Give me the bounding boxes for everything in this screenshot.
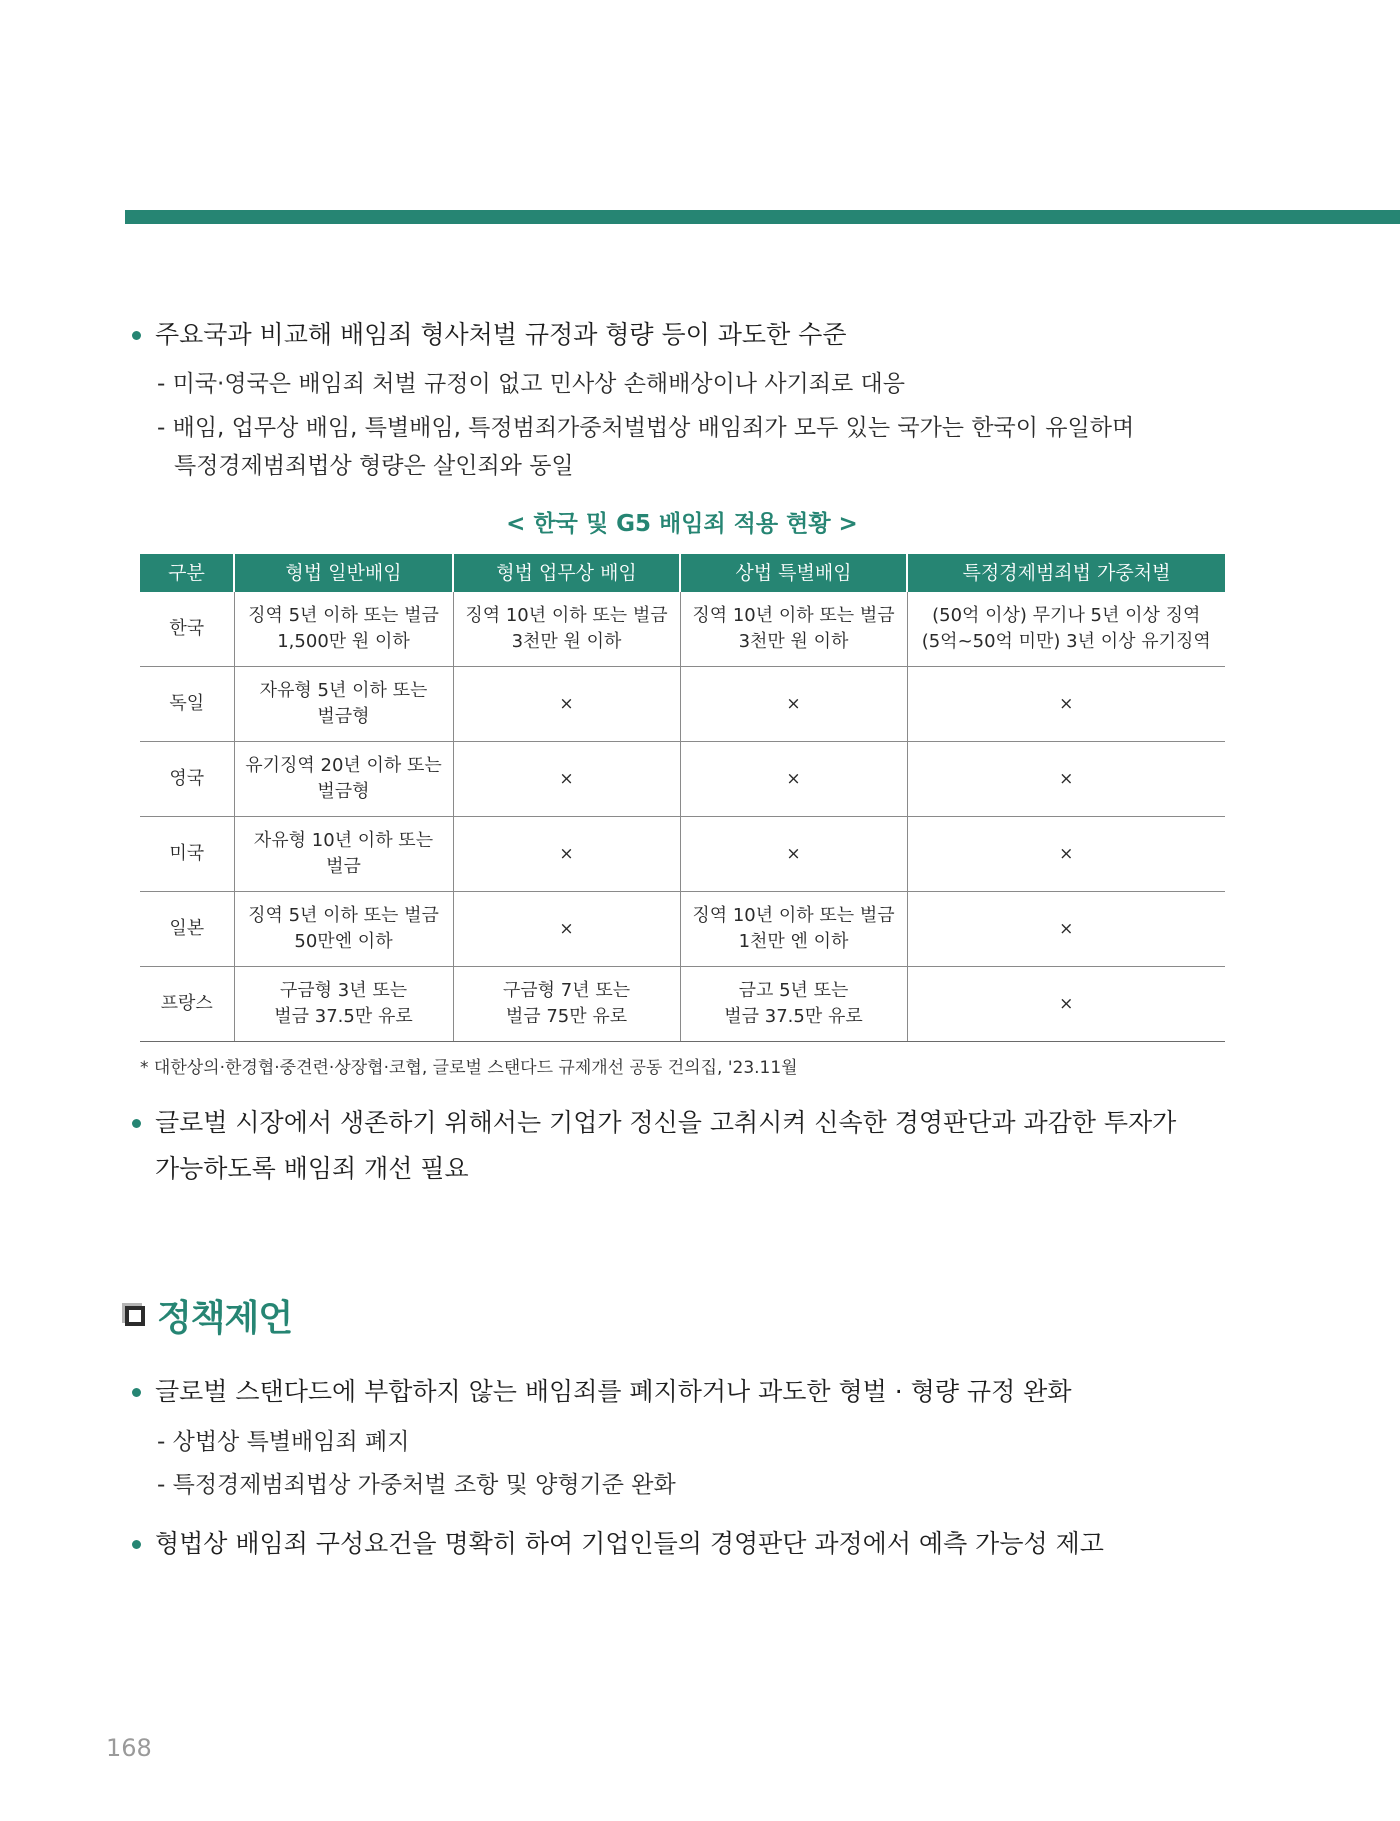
column-header: 구분 (140, 554, 234, 592)
table-row (140, 817, 1225, 892)
bullet-dot-icon (132, 1388, 141, 1397)
bullet-text: 형법상 배임죄 구성요건을 명확히 하여 기업인들의 경영판단 과정에서 예측 가능성 제고 (155, 1529, 1104, 1558)
not-applicable-mark: × (680, 742, 907, 817)
header-accent-bar (125, 210, 1400, 224)
column-header: 형법 업무상 배임 (453, 554, 680, 592)
not-applicable-mark: × (453, 817, 680, 892)
table-row (140, 892, 1225, 967)
square-heading-icon (125, 1306, 145, 1326)
cell-line: 1천만 엔 이하 (738, 931, 849, 952)
column-header: 특정경제범죄법 가중처벌 (907, 554, 1225, 592)
comparison-table (140, 554, 1225, 1042)
cell-line: 징역 5년 이하 또는 벌금 (248, 905, 439, 926)
table-cell (234, 817, 453, 892)
table-cell (234, 892, 453, 967)
table-header-row (140, 554, 1225, 592)
cell-line: 3천만 원 이하 (738, 631, 849, 652)
not-applicable-mark: × (453, 742, 680, 817)
table-cell (907, 592, 1225, 667)
cell-line: 3천만 원 이하 (511, 631, 622, 652)
cell-line: 벌금 37.5만 유로 (274, 1006, 413, 1027)
cell-line: 구금형 7년 또는 (502, 980, 631, 1001)
table-cell (234, 592, 453, 667)
not-applicable-mark: × (680, 817, 907, 892)
not-applicable-mark: × (907, 967, 1225, 1042)
page-number: 168 (106, 1734, 152, 1762)
sub-item-us-uk: - 미국·영국은 배임죄 처벌 규정이 없고 민사상 손해배상이나 사기죄로 대응 (157, 371, 905, 397)
cell-line: 징역 10년 이하 또는 벌금 (692, 905, 895, 926)
cell-line: (50억 이상) 무기나 5년 이상 징역 (932, 605, 1201, 626)
cell-line: (5억~50억 미만) 3년 이상 유기징역 (921, 631, 1211, 652)
bullet-abolish-breach (132, 1375, 1071, 1409)
not-applicable-mark: × (907, 817, 1225, 892)
table-cell (234, 742, 453, 817)
table-cell (680, 592, 907, 667)
not-applicable-mark: × (453, 667, 680, 742)
table-cell (453, 592, 680, 667)
not-applicable-mark: × (907, 667, 1225, 742)
cell-line: 징역 10년 이하 또는 벌금 (692, 605, 895, 626)
cell-line: 벌금 37.5만 유로 (724, 1006, 863, 1027)
bullet-text: 글로벌 스탠다드에 부합하지 않는 배임죄를 폐지하거나 과도한 형벌 · 형량 규정 완화 (155, 1377, 1072, 1406)
bullet-excessive-punishment (132, 318, 846, 352)
not-applicable-mark: × (907, 892, 1225, 967)
table-cell (453, 967, 680, 1042)
not-applicable-mark: × (907, 742, 1225, 817)
cell-line: 징역 5년 이하 또는 벌금 (248, 605, 439, 626)
cell-line: 구금형 3년 또는 (279, 980, 408, 1001)
cell-line: 자유형 5년 이하 또는 (259, 680, 428, 701)
sub-item-korea-unique: - 배임, 업무상 배임, 특별배임, 특정범죄가중처벌법상 배임죄가 모두 있는 국가는 한국이 유일하며 (157, 415, 1135, 441)
bullet-dot-icon (132, 331, 141, 340)
sub-item-special-breach: - 상법상 특별배임죄 폐지 (157, 1429, 410, 1455)
not-applicable-mark: × (680, 667, 907, 742)
column-header: 상법 특별배임 (680, 554, 907, 592)
cell-line: 금고 5년 또는 (738, 980, 849, 1001)
country-cell: 일본 (140, 892, 234, 967)
policy-section-heading (125, 1290, 292, 1341)
table-title: < 한국 및 G5 배임죄 적용 현황 > (506, 511, 858, 537)
bullet-global-market-cont: 가능하도록 배임죄 개선 필요 (155, 1154, 469, 1183)
bullet-text: 주요국과 비교해 배임죄 형사처벌 규정과 형량 등이 과도한 수준 (155, 320, 847, 349)
table-row (140, 967, 1225, 1042)
country-cell: 미국 (140, 817, 234, 892)
country-cell: 한국 (140, 592, 234, 667)
bullet-clarify-requirements (132, 1527, 1104, 1561)
cell-line: 50만엔 이하 (294, 931, 393, 952)
table-cell (680, 892, 907, 967)
bullet-global-market (132, 1106, 1176, 1140)
bullet-text: 글로벌 시장에서 생존하기 위해서는 기업가 정신을 고취시켜 신속한 경영판단과 과감한 투자가 (155, 1108, 1177, 1137)
country-cell: 프랑스 (140, 967, 234, 1042)
cell-line: 1,500만 원 이하 (277, 631, 410, 652)
bullet-dot-icon (132, 1119, 141, 1128)
cell-line: 벌금형 (317, 781, 370, 802)
table-row (140, 667, 1225, 742)
table-row (140, 592, 1225, 667)
cell-line: 벌금 75만 유로 (505, 1006, 628, 1027)
table-source-note: * 대한상의·한경협·중견련·상장협·코협, 글로벌 스탠다드 규제개선 공동 건의집, '23.11월 (140, 1058, 798, 1078)
table-row (140, 742, 1225, 817)
table-cell (234, 967, 453, 1042)
section-title: 정책제언 (157, 1298, 293, 1339)
table-cell (234, 667, 453, 742)
country-cell: 영국 (140, 742, 234, 817)
cell-line: 자유형 10년 이하 또는 (253, 830, 434, 851)
sub-item-korea-unique-cont: 특정경제범죄법상 형량은 살인죄와 동일 (174, 453, 574, 479)
bullet-dot-icon (132, 1540, 141, 1549)
cell-line: 유기징역 20년 이하 또는 (245, 755, 442, 776)
table-cell (680, 967, 907, 1042)
cell-line: 벌금 (326, 856, 361, 877)
country-cell: 독일 (140, 667, 234, 742)
column-header: 형법 일반배임 (234, 554, 453, 592)
sub-item-aggravated: - 특정경제범죄법상 가중처벌 조항 및 양형기준 완화 (157, 1472, 676, 1498)
cell-line: 징역 10년 이하 또는 벌금 (465, 605, 668, 626)
not-applicable-mark: × (453, 892, 680, 967)
cell-line: 벌금형 (317, 706, 370, 727)
